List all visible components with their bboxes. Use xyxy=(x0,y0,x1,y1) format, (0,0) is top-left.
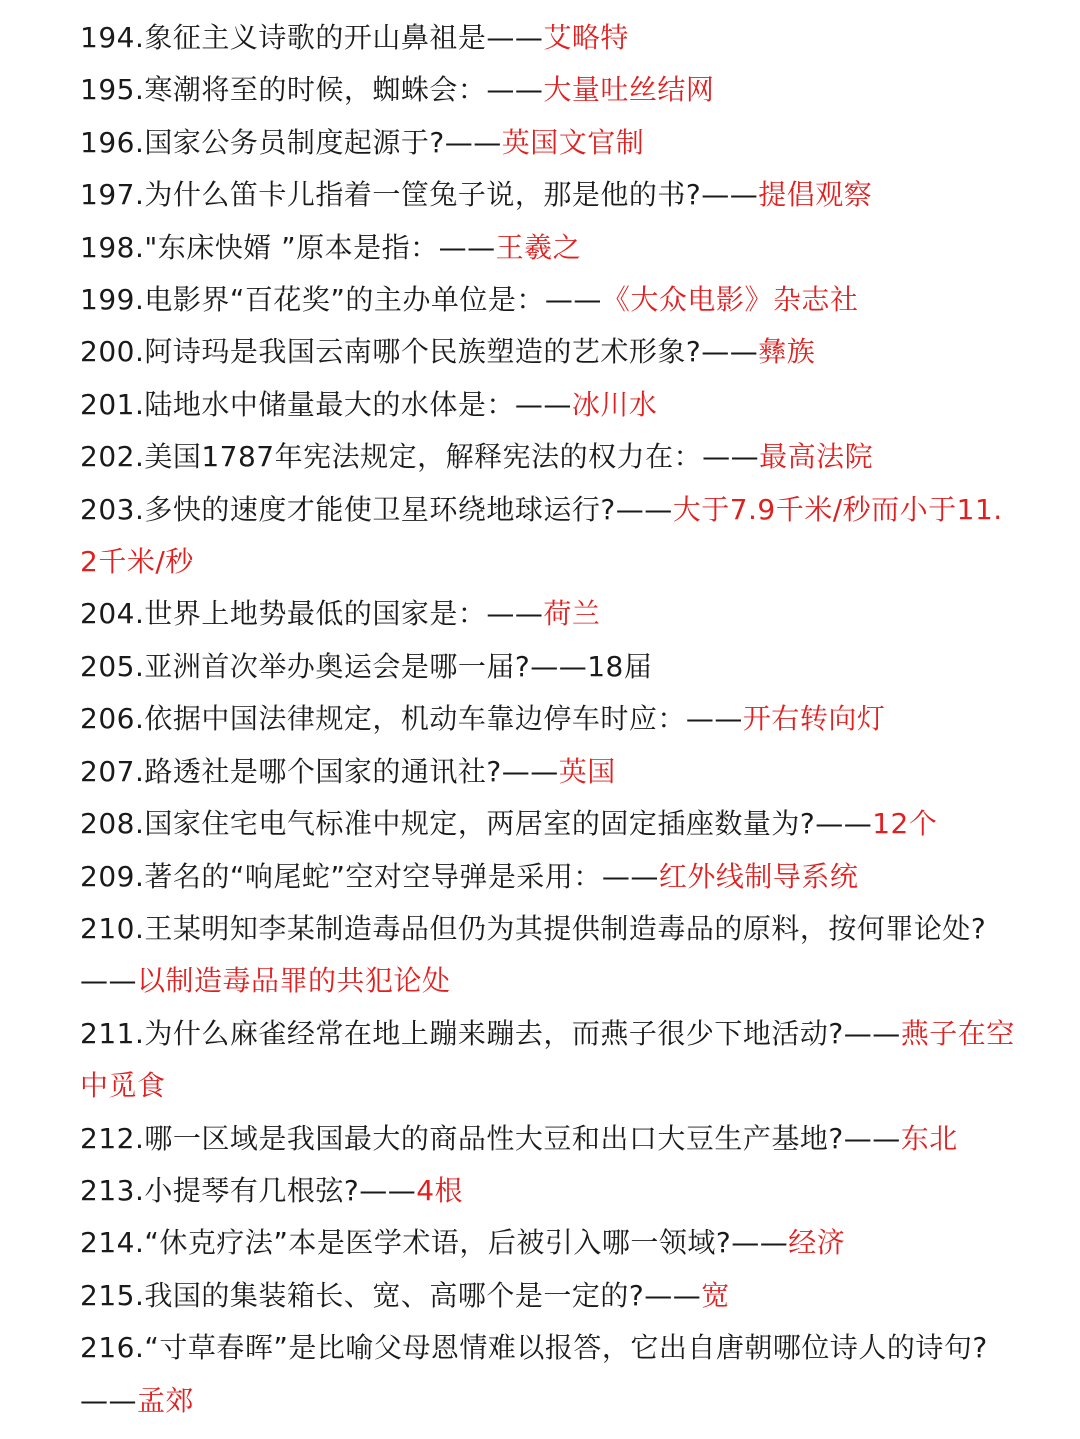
qa-item-216 xyxy=(80,1322,1020,1427)
question-text: 211.为什么麻雀经常在地上蹦来蹦去，而燕子很少下地活动?—— xyxy=(80,1016,901,1050)
question-text: 207.路透社是哪个国家的通讯社?—— xyxy=(80,754,559,788)
answer-text: 《大众电影》杂志社 xyxy=(601,283,859,317)
qa-item-201 xyxy=(80,379,1020,431)
qa-item-215 xyxy=(80,1270,1020,1322)
question-text: 215.我国的集装箱长、宽、高哪个是一定的?—— xyxy=(80,1278,702,1312)
question-text: 204.世界上地势最低的国家是：—— xyxy=(80,597,544,631)
qa-item-205 xyxy=(80,641,1020,693)
question-text: 197.为什么笛卡儿指着一筐兔子说，那是他的书?—— xyxy=(80,178,759,212)
answer-text: 经济 xyxy=(788,1226,846,1260)
answer-text: 艾略特 xyxy=(543,21,629,54)
qa-item-196 xyxy=(80,117,1020,169)
answer-text: 4根 xyxy=(416,1173,464,1207)
qa-item-208 xyxy=(80,798,1020,850)
qa-item-206 xyxy=(80,693,1020,745)
quiz-list xyxy=(80,12,1020,1427)
qa-item-211 xyxy=(80,1008,1020,1113)
question-text: 194.象征主义诗歌的开山鼻祖是—— xyxy=(80,21,544,54)
qa-item-197 xyxy=(80,169,1020,221)
question-text: 198."东床快婿 ”原本是指：—— xyxy=(80,230,496,264)
answer-text: 以制造毒品罪的共犯论处 xyxy=(137,964,451,998)
answer-text: 最高法院 xyxy=(759,440,874,474)
answer-text: 英国 xyxy=(558,754,616,788)
answer-text: 提倡观察 xyxy=(758,178,873,212)
answer-text: 彝族 xyxy=(758,335,816,369)
qa-item-202 xyxy=(80,431,1020,483)
question-text: 199.电影界“百花奖”的主办单位是：—— xyxy=(80,283,602,317)
qa-item-195 xyxy=(80,64,1020,116)
qa-item-213 xyxy=(80,1165,1020,1217)
answer-text: 12个 xyxy=(872,807,938,841)
answer-text: 大量吐丝结网 xyxy=(543,73,715,107)
answer-text: 东北 xyxy=(900,1121,958,1155)
answer-text: 孟郊 xyxy=(137,1383,195,1417)
question-text: 205.亚洲首次举办奥运会是哪一届?——18届 xyxy=(80,649,653,683)
qa-item-212 xyxy=(80,1113,1020,1165)
question-text: 210.王某明知李某制造毒品但仍为其提供制造毒品的原料，按何罪论处?—— xyxy=(80,911,987,998)
qa-item-198 xyxy=(80,222,1020,274)
answer-text: 红外线制导系统 xyxy=(658,859,859,893)
question-text: 209.著名的“响尾蛇”空对空导弹是采用：—— xyxy=(80,859,659,893)
question-text: 208.国家住宅电气标准中规定，两居室的固定插座数量为?—— xyxy=(80,807,873,841)
question-text: 200.阿诗玛是我国云南哪个民族塑造的艺术形象?—— xyxy=(80,335,759,369)
question-text: 214.“休克疗法”本是医学术语，后被引入哪一领域?—— xyxy=(80,1226,789,1260)
answer-text: 开右转向灯 xyxy=(742,702,886,736)
answer-text: 王羲之 xyxy=(495,230,582,264)
qa-item-204 xyxy=(80,588,1020,640)
qa-item-203 xyxy=(80,484,1020,589)
question-text: 202.美国1787年宪法规定，解释宪法的权力在：—— xyxy=(80,440,760,474)
question-text: 212.哪一区域是我国最大的商品性大豆和出口大豆生产基地?—— xyxy=(80,1121,901,1155)
qa-item-214 xyxy=(80,1217,1020,1269)
qa-item-200 xyxy=(80,326,1020,378)
answer-text: 燕子在空中觅食 xyxy=(80,1016,1015,1103)
question-text: 203.多快的速度才能使卫星环绕地球运行?—— xyxy=(80,492,673,526)
qa-item-207 xyxy=(80,746,1020,798)
question-text: 213.小提琴有几根弦?—— xyxy=(80,1173,417,1207)
question-text: 206.依据中国法律规定，机动车靠边停车时应：—— xyxy=(80,702,743,736)
answer-text: 大于7.9千米/秒而小于11.2千米/秒 xyxy=(80,492,1003,579)
qa-item-194 xyxy=(80,12,1020,64)
question-text: 196.国家公务员制度起源于?—— xyxy=(80,125,502,159)
qa-item-209 xyxy=(80,851,1020,903)
qa-item-199 xyxy=(80,274,1020,326)
question-text: 195.寒潮将至的时候，蜘蛛会：—— xyxy=(80,73,544,107)
question-text: 201.陆地水中储量最大的水体是：—— xyxy=(80,387,572,421)
qa-item-210 xyxy=(80,903,1020,1008)
answer-text: 荷兰 xyxy=(543,597,601,631)
answer-text: 英国文官制 xyxy=(501,125,645,159)
answer-text: 冰川水 xyxy=(571,387,658,421)
answer-text: 宽 xyxy=(701,1278,730,1312)
question-text: 216.“寸草春晖”是比喻父母恩情难以报答，它出自唐朝哪位诗人的诗句?—— xyxy=(80,1331,988,1417)
